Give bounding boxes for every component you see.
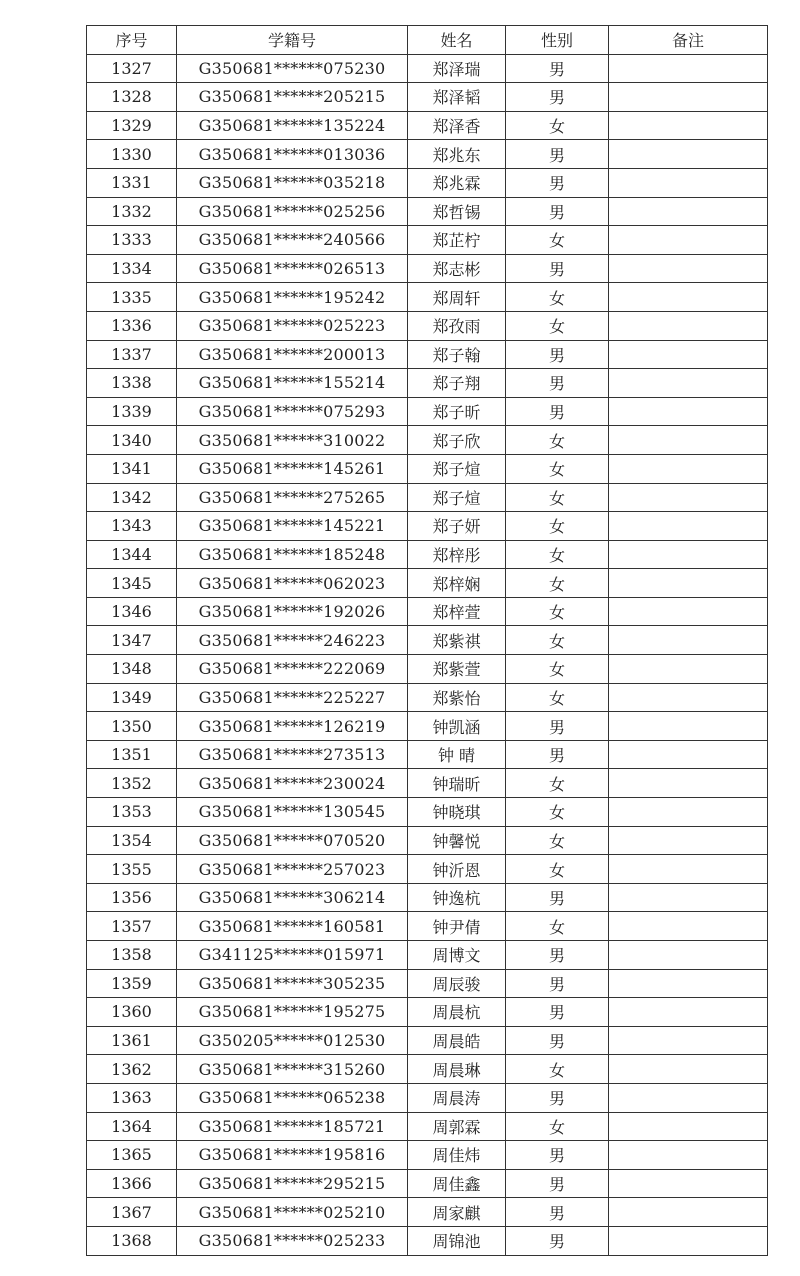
serial-cell: 1358 bbox=[87, 941, 177, 970]
serial-cell: 1328 bbox=[87, 83, 177, 112]
table-row bbox=[87, 883, 768, 912]
gender-cell: 女 bbox=[506, 597, 609, 626]
serial-cell: 1354 bbox=[87, 826, 177, 855]
remarks-cell bbox=[609, 226, 768, 255]
table-header bbox=[87, 26, 768, 55]
table-row bbox=[87, 254, 768, 283]
serial-cell: 1350 bbox=[87, 712, 177, 741]
name-cell: 周锦池 bbox=[408, 1226, 506, 1255]
name-cell: 周郭霖 bbox=[408, 1112, 506, 1141]
remarks-cell bbox=[609, 855, 768, 884]
student-id-cell: G350681******222069 bbox=[177, 655, 408, 684]
serial-cell: 1345 bbox=[87, 569, 177, 598]
name-cell: 郑哲锡 bbox=[408, 197, 506, 226]
name-cell: 郑子煊 bbox=[408, 454, 506, 483]
student-id-cell: G350681******160581 bbox=[177, 912, 408, 941]
table-row bbox=[87, 1198, 768, 1227]
remarks-cell bbox=[609, 1055, 768, 1084]
table-row bbox=[87, 969, 768, 998]
table-row bbox=[87, 569, 768, 598]
name-cell: 郑子昕 bbox=[408, 397, 506, 426]
serial-cell: 1364 bbox=[87, 1112, 177, 1141]
table-row bbox=[87, 54, 768, 83]
name-cell: 郑泽瑞 bbox=[408, 54, 506, 83]
student-id-cell: G341125******015971 bbox=[177, 941, 408, 970]
serial-cell: 1359 bbox=[87, 969, 177, 998]
remarks-cell bbox=[609, 426, 768, 455]
header-student-id: 学籍号 bbox=[177, 26, 408, 55]
student-id-cell: G350681******145261 bbox=[177, 454, 408, 483]
serial-cell: 1337 bbox=[87, 340, 177, 369]
serial-cell: 1334 bbox=[87, 254, 177, 283]
gender-cell: 男 bbox=[506, 1226, 609, 1255]
serial-cell: 1327 bbox=[87, 54, 177, 83]
remarks-cell bbox=[609, 1112, 768, 1141]
remarks-cell bbox=[609, 283, 768, 312]
remarks-cell bbox=[609, 1169, 768, 1198]
remarks-cell bbox=[609, 483, 768, 512]
gender-cell: 男 bbox=[506, 998, 609, 1027]
header-serial: 序号 bbox=[87, 26, 177, 55]
serial-cell: 1346 bbox=[87, 597, 177, 626]
remarks-cell bbox=[609, 740, 768, 769]
name-cell: 钟馨悦 bbox=[408, 826, 506, 855]
student-id-cell: G350681******013036 bbox=[177, 140, 408, 169]
name-cell: 郑紫祺 bbox=[408, 626, 506, 655]
serial-cell: 1352 bbox=[87, 769, 177, 798]
remarks-cell bbox=[609, 254, 768, 283]
student-id-cell: G350681******305235 bbox=[177, 969, 408, 998]
gender-cell: 女 bbox=[506, 769, 609, 798]
student-id-cell: G350681******246223 bbox=[177, 626, 408, 655]
serial-cell: 1336 bbox=[87, 311, 177, 340]
gender-cell: 男 bbox=[506, 1083, 609, 1112]
student-id-cell: G350681******145221 bbox=[177, 512, 408, 541]
table-row bbox=[87, 998, 768, 1027]
gender-cell: 女 bbox=[506, 111, 609, 140]
table-row bbox=[87, 168, 768, 197]
serial-cell: 1351 bbox=[87, 740, 177, 769]
serial-cell: 1368 bbox=[87, 1226, 177, 1255]
name-cell: 钟瑞昕 bbox=[408, 769, 506, 798]
student-id-cell: G350681******075293 bbox=[177, 397, 408, 426]
serial-cell: 1357 bbox=[87, 912, 177, 941]
table-row bbox=[87, 140, 768, 169]
student-id-cell: G350681******306214 bbox=[177, 883, 408, 912]
remarks-cell bbox=[609, 597, 768, 626]
table-row bbox=[87, 283, 768, 312]
name-cell: 郑子煊 bbox=[408, 483, 506, 512]
gender-cell: 男 bbox=[506, 1141, 609, 1170]
serial-cell: 1367 bbox=[87, 1198, 177, 1227]
student-id-cell: G350681******025256 bbox=[177, 197, 408, 226]
name-cell: 钟沂恩 bbox=[408, 855, 506, 884]
student-id-cell: G350681******135224 bbox=[177, 111, 408, 140]
remarks-cell bbox=[609, 397, 768, 426]
gender-cell: 女 bbox=[506, 798, 609, 827]
name-cell: 郑子翔 bbox=[408, 369, 506, 398]
serial-cell: 1341 bbox=[87, 454, 177, 483]
gender-cell: 男 bbox=[506, 941, 609, 970]
student-id-cell: G350681******192026 bbox=[177, 597, 408, 626]
name-cell: 周晨杭 bbox=[408, 998, 506, 1027]
gender-cell: 男 bbox=[506, 54, 609, 83]
student-id-cell: G350205******012530 bbox=[177, 1026, 408, 1055]
table-row bbox=[87, 941, 768, 970]
serial-cell: 1330 bbox=[87, 140, 177, 169]
student-id-cell: G350681******195816 bbox=[177, 1141, 408, 1170]
remarks-cell bbox=[609, 826, 768, 855]
table-row bbox=[87, 655, 768, 684]
name-cell: 郑芷柠 bbox=[408, 226, 506, 255]
student-id-cell: G350681******225227 bbox=[177, 683, 408, 712]
table-row bbox=[87, 540, 768, 569]
gender-cell: 男 bbox=[506, 369, 609, 398]
table-row bbox=[87, 1055, 768, 1084]
name-cell: 周家麒 bbox=[408, 1198, 506, 1227]
student-id-cell: G350681******026513 bbox=[177, 254, 408, 283]
serial-cell: 1338 bbox=[87, 369, 177, 398]
gender-cell: 女 bbox=[506, 826, 609, 855]
student-id-cell: G350681******310022 bbox=[177, 426, 408, 455]
name-cell: 郑泽香 bbox=[408, 111, 506, 140]
table-row bbox=[87, 683, 768, 712]
remarks-cell bbox=[609, 798, 768, 827]
serial-cell: 1363 bbox=[87, 1083, 177, 1112]
student-id-cell: G350681******126219 bbox=[177, 712, 408, 741]
gender-cell: 女 bbox=[506, 855, 609, 884]
remarks-cell bbox=[609, 340, 768, 369]
name-cell: 钟晓琪 bbox=[408, 798, 506, 827]
serial-cell: 1361 bbox=[87, 1026, 177, 1055]
gender-cell: 女 bbox=[506, 912, 609, 941]
remarks-cell bbox=[609, 369, 768, 398]
table-row bbox=[87, 311, 768, 340]
table-row bbox=[87, 340, 768, 369]
serial-cell: 1342 bbox=[87, 483, 177, 512]
gender-cell: 女 bbox=[506, 426, 609, 455]
table-row bbox=[87, 855, 768, 884]
gender-cell: 男 bbox=[506, 883, 609, 912]
name-cell: 郑泽韬 bbox=[408, 83, 506, 112]
table-row bbox=[87, 197, 768, 226]
remarks-cell bbox=[609, 168, 768, 197]
student-id-cell: G350681******130545 bbox=[177, 798, 408, 827]
header-remarks: 备注 bbox=[609, 26, 768, 55]
table-row bbox=[87, 712, 768, 741]
student-id-cell: G350681******230024 bbox=[177, 769, 408, 798]
remarks-cell bbox=[609, 712, 768, 741]
remarks-cell bbox=[609, 1226, 768, 1255]
student-id-cell: G350681******155214 bbox=[177, 369, 408, 398]
remarks-cell bbox=[609, 569, 768, 598]
student-id-cell: G350681******025210 bbox=[177, 1198, 408, 1227]
remarks-cell bbox=[609, 111, 768, 140]
table-row bbox=[87, 1226, 768, 1255]
remarks-cell bbox=[609, 1083, 768, 1112]
gender-cell: 男 bbox=[506, 969, 609, 998]
name-cell: 郑志彬 bbox=[408, 254, 506, 283]
gender-cell: 女 bbox=[506, 626, 609, 655]
gender-cell: 女 bbox=[506, 1112, 609, 1141]
gender-cell: 男 bbox=[506, 397, 609, 426]
gender-cell: 女 bbox=[506, 569, 609, 598]
table-row bbox=[87, 454, 768, 483]
table-row bbox=[87, 1026, 768, 1055]
remarks-cell bbox=[609, 540, 768, 569]
gender-cell: 女 bbox=[506, 226, 609, 255]
student-id-cell: G350681******185721 bbox=[177, 1112, 408, 1141]
table-body bbox=[87, 54, 768, 1255]
name-cell: 郑梓彤 bbox=[408, 540, 506, 569]
name-cell: 钟 晴 bbox=[408, 740, 506, 769]
name-cell: 郑周轩 bbox=[408, 283, 506, 312]
table-row bbox=[87, 369, 768, 398]
gender-cell: 女 bbox=[506, 683, 609, 712]
table-row bbox=[87, 826, 768, 855]
name-cell: 郑梓娴 bbox=[408, 569, 506, 598]
serial-cell: 1343 bbox=[87, 512, 177, 541]
remarks-cell bbox=[609, 311, 768, 340]
serial-cell: 1362 bbox=[87, 1055, 177, 1084]
name-cell: 周辰骏 bbox=[408, 969, 506, 998]
name-cell: 郑兆霖 bbox=[408, 168, 506, 197]
remarks-cell bbox=[609, 454, 768, 483]
gender-cell: 女 bbox=[506, 655, 609, 684]
gender-cell: 男 bbox=[506, 740, 609, 769]
gender-cell: 男 bbox=[506, 197, 609, 226]
table-row bbox=[87, 1141, 768, 1170]
gender-cell: 女 bbox=[506, 540, 609, 569]
student-id-cell: G350681******070520 bbox=[177, 826, 408, 855]
gender-cell: 男 bbox=[506, 340, 609, 369]
student-id-cell: G350681******075230 bbox=[177, 54, 408, 83]
header-row bbox=[87, 26, 768, 55]
name-cell: 郑子欣 bbox=[408, 426, 506, 455]
remarks-cell bbox=[609, 941, 768, 970]
student-id-cell: G350681******295215 bbox=[177, 1169, 408, 1198]
student-id-cell: G350681******062023 bbox=[177, 569, 408, 598]
student-id-cell: G350681******195275 bbox=[177, 998, 408, 1027]
gender-cell: 男 bbox=[506, 1198, 609, 1227]
student-id-cell: G350681******065238 bbox=[177, 1083, 408, 1112]
remarks-cell bbox=[609, 1198, 768, 1227]
name-cell: 郑子翰 bbox=[408, 340, 506, 369]
student-id-cell: G350681******200013 bbox=[177, 340, 408, 369]
student-id-cell: G350681******185248 bbox=[177, 540, 408, 569]
serial-cell: 1360 bbox=[87, 998, 177, 1027]
serial-cell: 1347 bbox=[87, 626, 177, 655]
name-cell: 郑梓萱 bbox=[408, 597, 506, 626]
name-cell: 郑孜雨 bbox=[408, 311, 506, 340]
remarks-cell bbox=[609, 1026, 768, 1055]
student-roster-table bbox=[86, 25, 768, 1256]
table-row bbox=[87, 426, 768, 455]
gender-cell: 男 bbox=[506, 1169, 609, 1198]
remarks-cell bbox=[609, 626, 768, 655]
table-row bbox=[87, 483, 768, 512]
gender-cell: 女 bbox=[506, 512, 609, 541]
table-row bbox=[87, 1083, 768, 1112]
gender-cell: 男 bbox=[506, 712, 609, 741]
student-id-cell: G350681******273513 bbox=[177, 740, 408, 769]
name-cell: 郑紫怡 bbox=[408, 683, 506, 712]
table-row bbox=[87, 769, 768, 798]
remarks-cell bbox=[609, 998, 768, 1027]
name-cell: 周晨涛 bbox=[408, 1083, 506, 1112]
serial-cell: 1348 bbox=[87, 655, 177, 684]
serial-cell: 1340 bbox=[87, 426, 177, 455]
name-cell: 钟凯涵 bbox=[408, 712, 506, 741]
table-row bbox=[87, 626, 768, 655]
remarks-cell bbox=[609, 883, 768, 912]
serial-cell: 1349 bbox=[87, 683, 177, 712]
name-cell: 郑紫萱 bbox=[408, 655, 506, 684]
remarks-cell bbox=[609, 1141, 768, 1170]
remarks-cell bbox=[609, 197, 768, 226]
gender-cell: 女 bbox=[506, 483, 609, 512]
student-id-cell: G350681******257023 bbox=[177, 855, 408, 884]
serial-cell: 1329 bbox=[87, 111, 177, 140]
serial-cell: 1366 bbox=[87, 1169, 177, 1198]
student-id-cell: G350681******025233 bbox=[177, 1226, 408, 1255]
name-cell: 周佳炜 bbox=[408, 1141, 506, 1170]
serial-cell: 1335 bbox=[87, 283, 177, 312]
table-row bbox=[87, 111, 768, 140]
name-cell: 钟逸杭 bbox=[408, 883, 506, 912]
gender-cell: 男 bbox=[506, 140, 609, 169]
remarks-cell bbox=[609, 655, 768, 684]
serial-cell: 1332 bbox=[87, 197, 177, 226]
remarks-cell bbox=[609, 912, 768, 941]
table-row bbox=[87, 397, 768, 426]
name-cell: 周博文 bbox=[408, 941, 506, 970]
student-id-cell: G350681******025223 bbox=[177, 311, 408, 340]
name-cell: 钟尹倩 bbox=[408, 912, 506, 941]
remarks-cell bbox=[609, 683, 768, 712]
table-row bbox=[87, 912, 768, 941]
remarks-cell bbox=[609, 54, 768, 83]
table-row bbox=[87, 798, 768, 827]
gender-cell: 女 bbox=[506, 283, 609, 312]
student-id-cell: G350681******035218 bbox=[177, 168, 408, 197]
gender-cell: 男 bbox=[506, 83, 609, 112]
table-row bbox=[87, 1112, 768, 1141]
table-row bbox=[87, 512, 768, 541]
gender-cell: 男 bbox=[506, 1026, 609, 1055]
serial-cell: 1331 bbox=[87, 168, 177, 197]
remarks-cell bbox=[609, 83, 768, 112]
student-id-cell: G350681******195242 bbox=[177, 283, 408, 312]
remarks-cell bbox=[609, 512, 768, 541]
name-cell: 周晨皓 bbox=[408, 1026, 506, 1055]
remarks-cell bbox=[609, 769, 768, 798]
student-id-cell: G350681******275265 bbox=[177, 483, 408, 512]
student-id-cell: G350681******205215 bbox=[177, 83, 408, 112]
gender-cell: 男 bbox=[506, 254, 609, 283]
table-row bbox=[87, 597, 768, 626]
header-gender: 性别 bbox=[506, 26, 609, 55]
gender-cell: 女 bbox=[506, 454, 609, 483]
table-row bbox=[87, 226, 768, 255]
gender-cell: 女 bbox=[506, 311, 609, 340]
gender-cell: 女 bbox=[506, 1055, 609, 1084]
gender-cell: 男 bbox=[506, 168, 609, 197]
serial-cell: 1356 bbox=[87, 883, 177, 912]
name-cell: 周晨琳 bbox=[408, 1055, 506, 1084]
table-row bbox=[87, 83, 768, 112]
serial-cell: 1355 bbox=[87, 855, 177, 884]
remarks-cell bbox=[609, 969, 768, 998]
serial-cell: 1353 bbox=[87, 798, 177, 827]
serial-cell: 1365 bbox=[87, 1141, 177, 1170]
name-cell: 周佳鑫 bbox=[408, 1169, 506, 1198]
serial-cell: 1339 bbox=[87, 397, 177, 426]
table-row bbox=[87, 1169, 768, 1198]
serial-cell: 1344 bbox=[87, 540, 177, 569]
table-row bbox=[87, 740, 768, 769]
student-id-cell: G350681******240566 bbox=[177, 226, 408, 255]
remarks-cell bbox=[609, 140, 768, 169]
student-id-cell: G350681******315260 bbox=[177, 1055, 408, 1084]
header-name: 姓名 bbox=[408, 26, 506, 55]
serial-cell: 1333 bbox=[87, 226, 177, 255]
name-cell: 郑兆东 bbox=[408, 140, 506, 169]
name-cell: 郑子妍 bbox=[408, 512, 506, 541]
